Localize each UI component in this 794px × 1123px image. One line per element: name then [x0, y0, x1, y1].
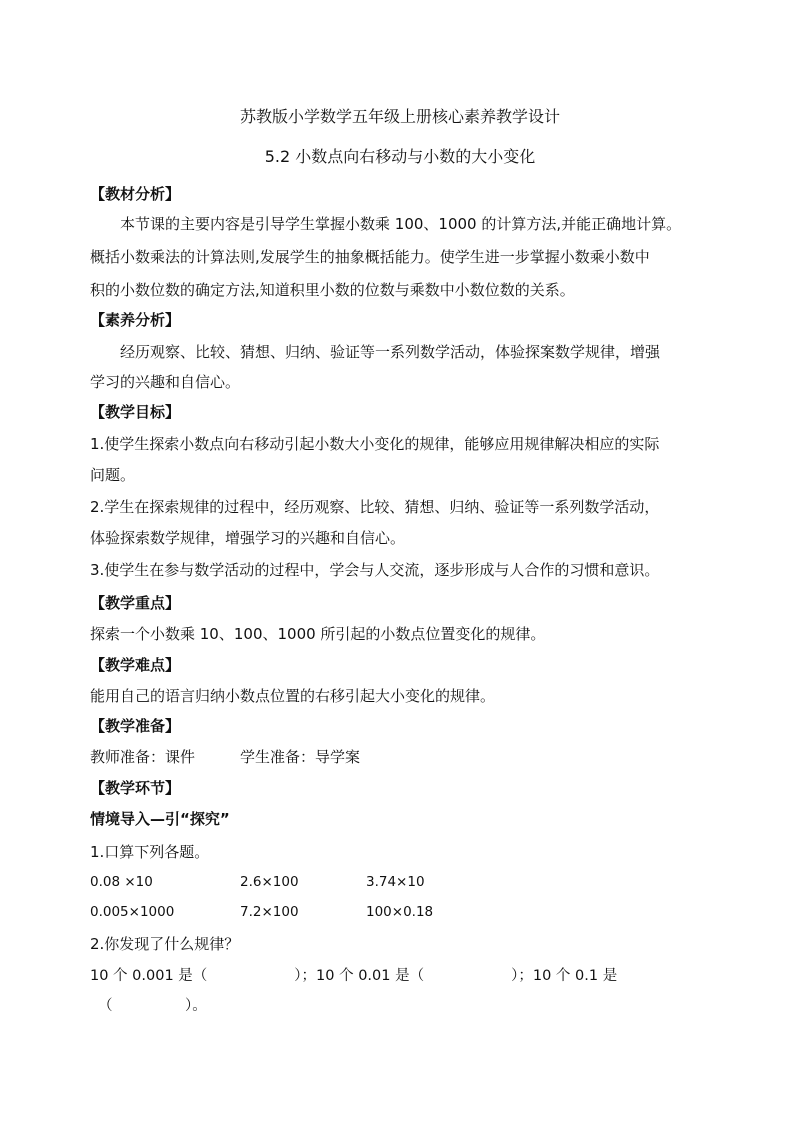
objective-line: 3.使学生在参与数学活动的过程中，学会与人交流，逐步形成与人合作的习惯和意识。: [90, 561, 660, 579]
exercise-item: 3.74×10: [366, 874, 425, 890]
heading-textbook-analysis: 【教材分析】: [90, 185, 181, 203]
exercise-item: 2.6×100: [240, 874, 299, 890]
question-1: 1.口算下列各题。: [90, 843, 210, 861]
exercise-item: 0.08 ×10: [90, 874, 153, 890]
teacher-preparation: 教师准备：课件: [90, 748, 196, 766]
lesson-title: 5.2 小数点向右移动与小数的大小变化: [264, 147, 536, 166]
question-2: 2.你发现了什么规律？: [90, 935, 240, 953]
objective-line: 体验探索数学规律，增强学习的兴趣和自信心。: [90, 529, 406, 547]
heading-literacy-analysis: 【素养分析】: [90, 311, 181, 329]
heading-process: 【教学环节】: [90, 779, 181, 797]
objective-line: 2.学生在探索规律的过程中，经历观察、比较、猜想、归纳、验证等一系列数学活动，: [90, 498, 660, 516]
student-preparation: 学生准备：导学案: [240, 748, 361, 766]
heading-key-points: 【教学重点】: [90, 594, 181, 612]
objective-line: 1.使学生探索小数点向右移动引起小数大小变化的规律，能够应用规律解决相应的实际: [90, 435, 660, 453]
difficulties-text: 能用自己的语言归纳小数点位置的右移引起大小变化的规律。: [90, 687, 496, 705]
paragraph-line: 学习的兴趣和自信心。: [90, 373, 241, 391]
heading-preparation: 【教学准备】: [90, 717, 181, 735]
paragraph-line: 概括小数乘法的计算法则,发展学生的抽象概括能力。使学生进一步掌握小数乘小数中: [90, 248, 650, 266]
paragraph-line: 本节课的主要内容是引导学生掌握小数乘 100、1000 的计算方法,并能正确地计算。: [120, 215, 682, 233]
fill-blank-line: （ ）。: [98, 998, 207, 1014]
fill-blank-line: 10 个 0.001 是（ ）；10 个 0.01 是（ ）；10 个 0.1 是: [90, 968, 618, 984]
document-title: 苏教版小学数学五年级上册核心素养教学设计: [239, 107, 560, 126]
paragraph-line: 积的小数位数的确定方法,知道积里小数的位数与乘数中小数位数的关系。: [90, 281, 575, 299]
exercise-item: 7.2×100: [240, 904, 299, 920]
stage-title: 情境导入—引“探究”: [90, 810, 230, 828]
key-points-text: 探索一个小数乘 10、100、1000 所引起的小数点位置变化的规律。: [90, 625, 546, 643]
heading-objectives: 【教学目标】: [90, 403, 181, 421]
exercise-item: 100×0.18: [366, 904, 434, 920]
paragraph-line: 经历观察、比较、猜想、归纳、验证等一系列数学活动，体验探案数学规律，增强: [120, 343, 661, 361]
exercise-item: 0.005×1000: [90, 904, 175, 920]
objective-line: 问题。: [90, 466, 136, 484]
heading-difficulties: 【教学难点】: [90, 656, 181, 674]
